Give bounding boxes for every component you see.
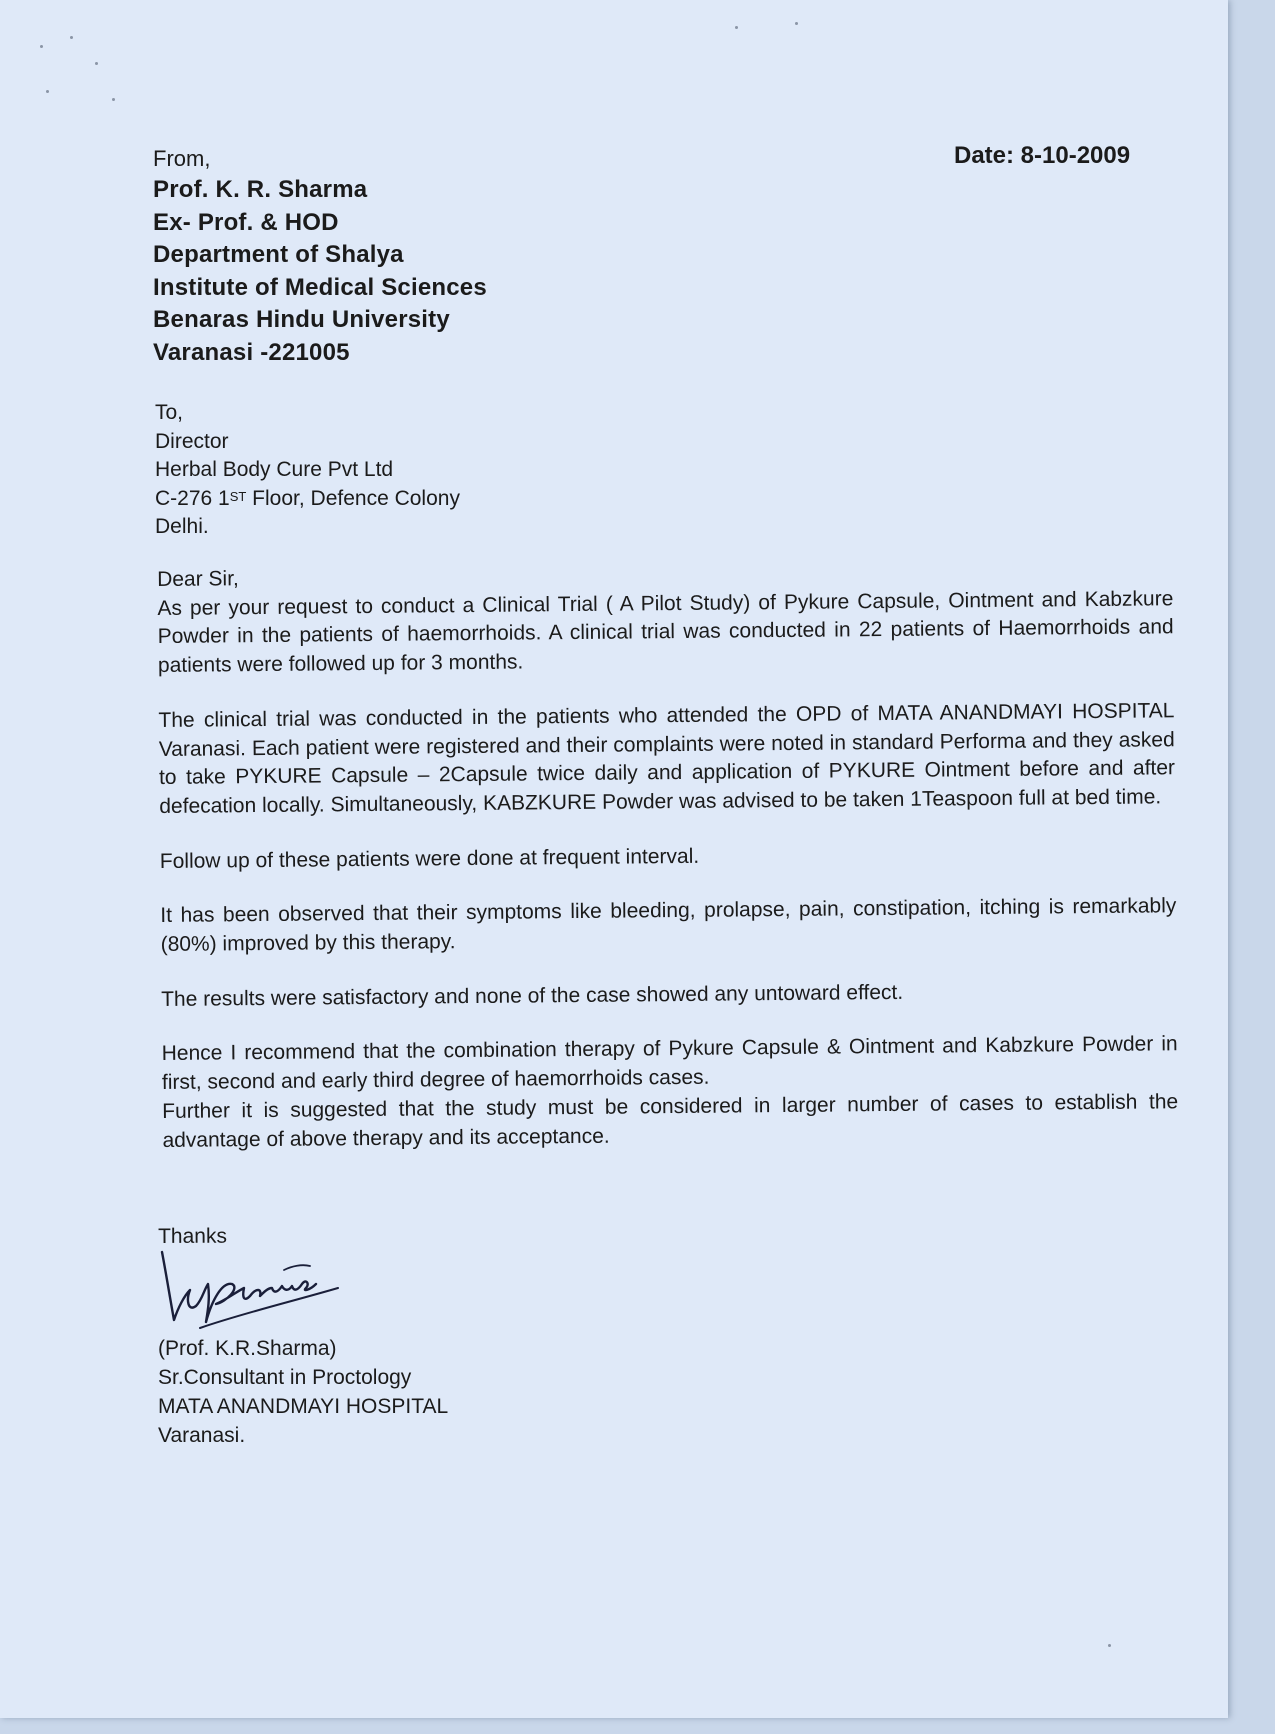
sender-address xyxy=(153,174,487,369)
sender-name: Prof. K. R. Sharma xyxy=(153,176,368,203)
body-paragraph: The clinical trial was conducted in the patients who attended the OPD of MATA ANANDMAYI HOSPITAL Varanasi. Each patient were registered and their complaints were noted in standard Performa and they asked to take PYKURE Capsule – 2Capsule twice daily and application of PYKURE Ointment before and after defecation locally. Simultaneously, KABZKURE Powder was advised to be taken 1Teaspoon full at bed time. xyxy=(158,699,1176,818)
sender-department: Department of Shalya xyxy=(153,241,404,268)
recipient-address xyxy=(155,399,460,542)
signatory-city: Varanasi. xyxy=(158,1424,246,1447)
body-paragraph: Hence I recommend that the combination therapy of Pykure Capsule & Ointment and Kabzkure Powder in first, second and early third degree of haemorrhoids cases. xyxy=(161,1032,1178,1095)
recipient-city: Delhi. xyxy=(155,515,209,538)
salutation: Dear Sir, xyxy=(157,567,239,591)
from-label: From, xyxy=(153,146,211,171)
letter-body xyxy=(157,556,1179,1181)
sender-title: Ex- Prof. & HOD xyxy=(153,208,339,236)
recipient-title: Director xyxy=(155,429,229,453)
body-paragraph: Follow up of these patients were done at frequent interval. xyxy=(159,844,700,873)
signatory-hospital: MATA ANANDMAYI HOSPITAL xyxy=(158,1395,449,1418)
paper-speck xyxy=(735,26,738,29)
sender-institute: Institute of Medical Sciences xyxy=(153,273,487,301)
paper-speck xyxy=(40,45,43,48)
paper-speck xyxy=(112,98,115,101)
paper-speck xyxy=(1108,1644,1111,1647)
paper-speck xyxy=(70,36,73,39)
recipient-street xyxy=(155,485,460,514)
body-paragraph: Further it is suggested that the study must be considered in larger number of cases to establish the advantage of above therapy and its acceptance. xyxy=(162,1090,1179,1152)
paper-speck xyxy=(795,22,798,25)
sender-university: Benaras Hindu University xyxy=(153,306,450,333)
recipient-company: Herbal Body Cure Pvt Ltd xyxy=(155,458,394,481)
signatory-block xyxy=(158,1334,448,1450)
body-paragraph: It has been observed that their symptoms like bleeding, prolapse, pain, constipation, itching is remarkably (80%) improved by this therapy. xyxy=(160,894,1177,957)
body-paragraph: As per your request to conduct a Clinical Trial ( A Pilot Study) of Pykure Capsule, Ointment and Kabzkure Powder in the patients of haemorrhoids. A clinical trial was conducted in 22 patients of Haemorrhoids and patients were followed up for 3 months. xyxy=(157,586,1174,678)
to-label: To, xyxy=(155,401,184,424)
signatory-name: (Prof. K.R.Sharma) xyxy=(158,1337,337,1360)
closing: Thanks xyxy=(158,1224,228,1248)
recipient-street-suffix: Floor, Defence Colony xyxy=(246,486,460,510)
signature-image xyxy=(160,1248,350,1333)
recipient-street-sup: ST xyxy=(229,488,247,504)
sender-city: Varanasi -221005 xyxy=(153,338,350,366)
body-paragraph: The results were satisfactory and none of the case showed any untoward effect. xyxy=(161,980,904,1011)
recipient-street-prefix: C-276 1 xyxy=(155,486,230,510)
paper-speck xyxy=(95,62,98,65)
paper-speck xyxy=(46,90,49,93)
signatory-title: Sr.Consultant in Proctology xyxy=(158,1366,412,1389)
letter-date: Date: 8-10-2009 xyxy=(954,142,1131,169)
